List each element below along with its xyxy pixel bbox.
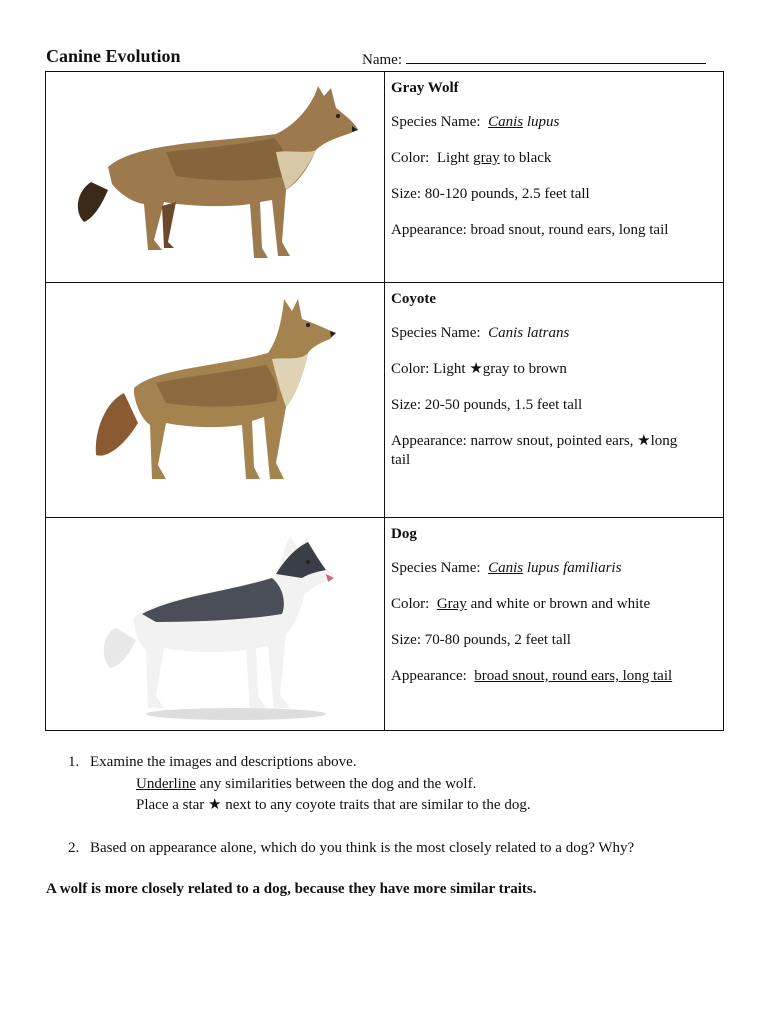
species-name: Species Name: Canis lupus familiaris: [391, 560, 622, 576]
name-label: Name:: [362, 52, 402, 68]
table-row: [46, 72, 724, 283]
appearance-text: Appearance: narrow snout, pointed ears, ★long tail: [391, 433, 678, 468]
animal-name: Dog: [391, 526, 417, 542]
gray-wolf-illustration: [46, 72, 384, 282]
appearance-text: Appearance: broad snout, round ears, long tail: [391, 668, 673, 684]
gray-wolf-image-cell: [46, 72, 385, 283]
table-row: [46, 518, 724, 731]
answer-text[interactable]: A wolf is more closely related to a dog, because they have more similar traits.: [46, 881, 537, 897]
gray-wolf-description: [385, 72, 724, 283]
husky-dog-photo: [46, 518, 384, 730]
size-text: Size: 20-50 pounds, 1.5 feet tall: [391, 397, 583, 413]
name-field[interactable]: [362, 49, 706, 69]
dog-description: [385, 518, 724, 731]
coyote-description: [385, 283, 724, 518]
color-text: Color: Light ★gray to brown: [391, 361, 567, 377]
table-row: [46, 283, 724, 518]
appearance-text: Appearance: broad snout, round ears, long tail: [391, 222, 669, 238]
question-1: 1. Examine the images and descriptions above. Underline any similarities between the dog and the wolf. Place a star ★ next to any coyote traits that are similar to the dog.: [68, 754, 531, 813]
dog-image-cell: [46, 518, 385, 731]
animal-table: [45, 71, 724, 731]
species-name: Species Name: Canis latrans: [391, 325, 570, 341]
animal-name: Coyote: [391, 291, 436, 307]
species-name: Species Name: Canis lupus: [391, 114, 560, 130]
size-text: Size: 80-120 pounds, 2.5 feet tall: [391, 186, 590, 202]
page-title: Canine Evolution: [46, 46, 181, 66]
question-2: 2. Based on appearance alone, which do you think is the most closely related to a dog? Why?: [68, 840, 635, 856]
name-blank-line[interactable]: [406, 49, 706, 64]
animal-name: Gray Wolf: [391, 80, 459, 96]
coyote-image-cell: [46, 283, 385, 518]
coyote-illustration: [46, 283, 384, 517]
size-text: Size: 70-80 pounds, 2 feet tall: [391, 632, 571, 648]
color-text: Color: Light gray to black: [391, 150, 552, 166]
color-text: Color: Gray and white or brown and white: [391, 596, 651, 612]
